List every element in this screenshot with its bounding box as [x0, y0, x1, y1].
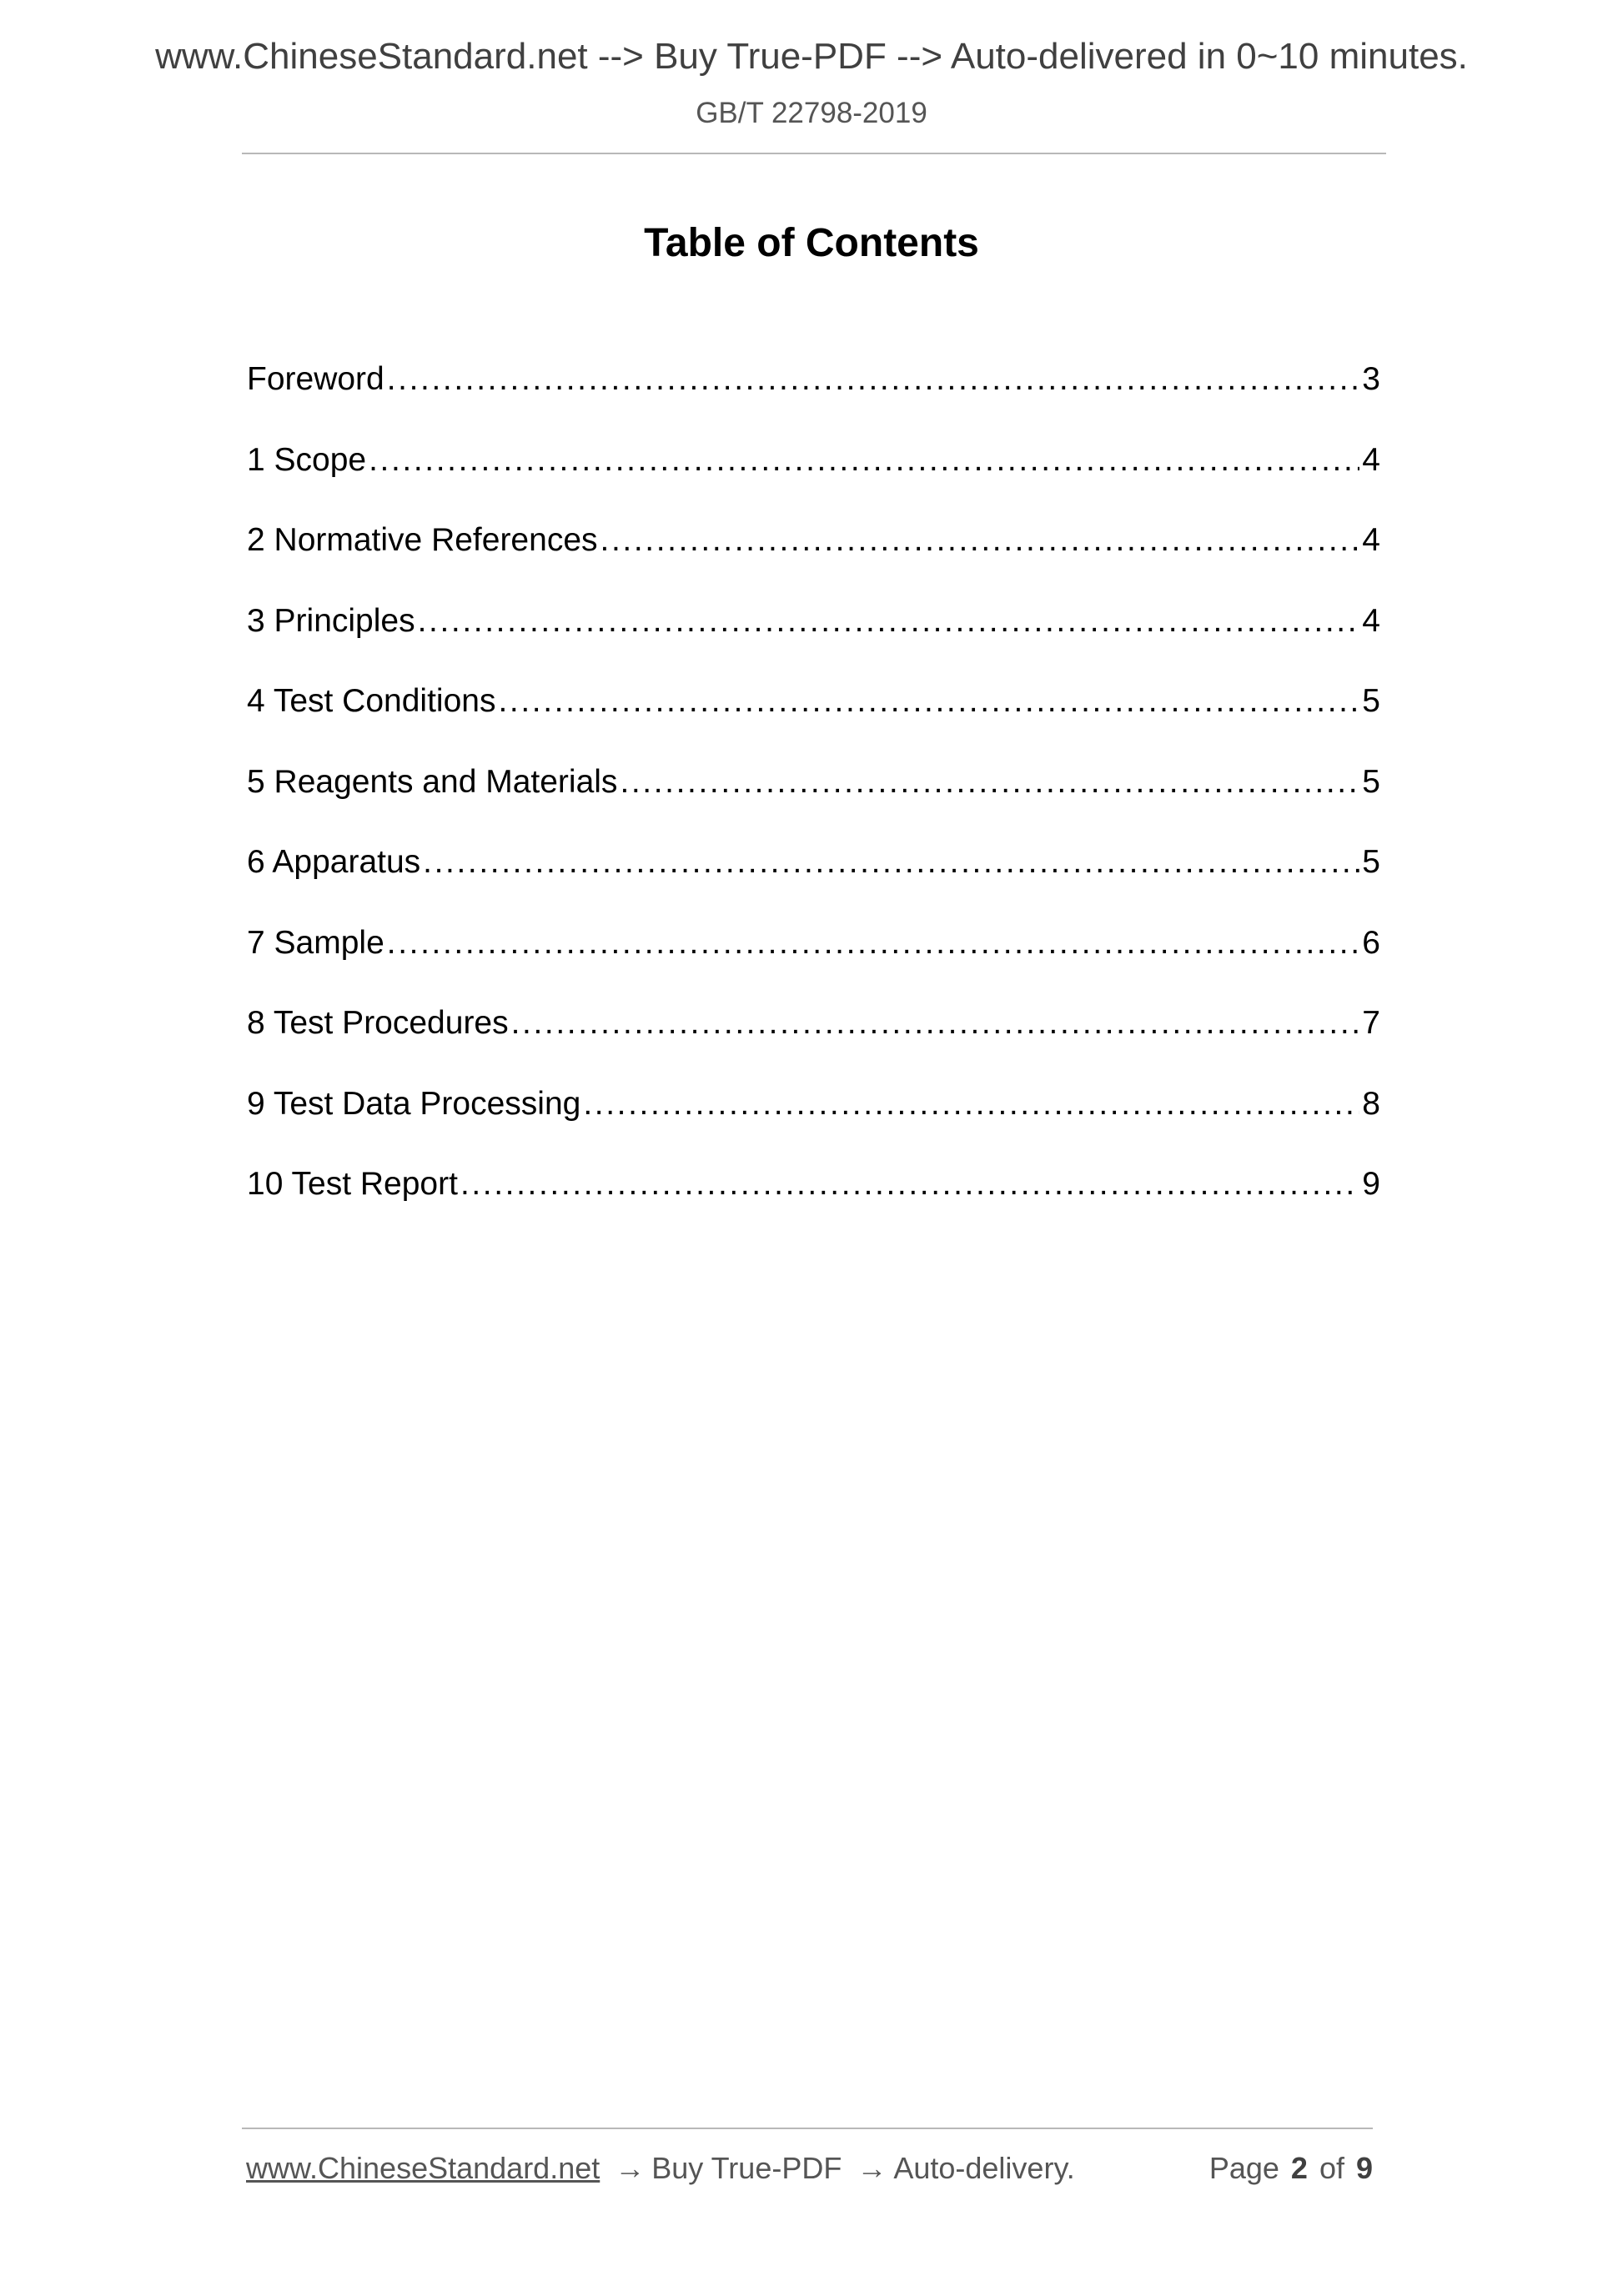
current-page-number: 2	[1290, 2151, 1308, 2185]
footer-divider	[242, 2128, 1373, 2129]
dot-leader	[620, 759, 1359, 806]
toc-entry-label: 1 Scope	[247, 441, 367, 478]
toc-entry-label: Foreword	[247, 361, 384, 397]
toc-entry-label: 10 Test Report	[247, 1166, 458, 1202]
right-arrow-icon: →	[857, 2151, 887, 2185]
toc-entry-page: 5	[1362, 763, 1380, 800]
page-footer	[246, 2147, 1377, 2190]
toc-entry-page: 5	[1362, 844, 1380, 880]
right-arrow-icon: →	[615, 2151, 646, 2185]
dot-leader	[583, 1081, 1359, 1128]
toc-entry-test-conditions[interactable]	[247, 678, 1380, 759]
toc-entry-label: 5 Reagents and Materials	[247, 763, 618, 800]
toc-entry-page: 9	[1362, 1166, 1380, 1202]
auto-delivery-text: Auto-delivery.	[893, 2151, 1075, 2185]
total-pages-number: 9	[1355, 2151, 1373, 2185]
toc-entry-label: 8 Test Procedures	[247, 1005, 509, 1041]
toc-title: Table of Contents	[644, 221, 979, 265]
dot-leader	[460, 1161, 1359, 1208]
toc-entry-apparatus[interactable]	[247, 839, 1380, 920]
toc-entry-test-data-processing[interactable]	[247, 1081, 1380, 1162]
toc-list	[247, 356, 1380, 1242]
dot-leader	[423, 839, 1359, 886]
toc-entry-principles[interactable]	[247, 598, 1380, 679]
toc-entry-page: 8	[1362, 1085, 1380, 1122]
dot-leader	[600, 517, 1360, 564]
dot-leader	[369, 437, 1359, 484]
toc-entry-sample[interactable]	[247, 920, 1380, 1001]
toc-entry-page: 6	[1362, 924, 1380, 961]
toc-entry-page: 4	[1362, 522, 1380, 558]
toc-entry-reagents-and-materials[interactable]	[247, 759, 1380, 840]
buy-true-pdf-text: Buy True-PDF	[651, 2151, 842, 2185]
dot-leader	[498, 678, 1359, 725]
toc-entry-label: 9 Test Data Processing	[247, 1085, 581, 1122]
toc-entry-test-report[interactable]	[247, 1161, 1380, 1242]
footer-promo	[246, 2147, 1075, 2190]
toc-entry-normative-references[interactable]	[247, 517, 1380, 598]
toc-entry-label: 6 Apparatus	[247, 844, 421, 880]
page-word: Page	[1208, 2151, 1279, 2185]
toc-entry-page: 7	[1362, 1005, 1380, 1041]
toc-entry-page: 3	[1362, 361, 1380, 397]
toc-entry-foreword[interactable]	[247, 356, 1380, 437]
page-counter	[1209, 2147, 1373, 2190]
toc-entry-label: 4 Test Conditions	[247, 683, 496, 719]
toc-entry-page: 4	[1362, 602, 1380, 639]
toc-entry-label: 3 Principles	[247, 602, 415, 639]
top-banner: www.ChineseStandard.net --> Buy True-PDF --> Auto-delivered in 0~10 minutes.	[155, 36, 1468, 77]
toc-entry-scope[interactable]	[247, 437, 1380, 518]
toc-entry-test-procedures[interactable]	[247, 1000, 1380, 1081]
document-code: GB/T 22798-2019	[696, 97, 927, 129]
toc-entry-label: 2 Normative References	[247, 522, 598, 558]
site-link[interactable]: www.ChineseStandard.net	[246, 2151, 600, 2185]
header-divider	[242, 153, 1386, 154]
toc-entry-label: 7 Sample	[247, 924, 384, 961]
toc-entry-page: 4	[1362, 441, 1380, 478]
dot-leader	[387, 920, 1360, 967]
dot-leader	[387, 356, 1360, 403]
dot-leader	[511, 1000, 1360, 1047]
dot-leader	[418, 598, 1360, 645]
toc-entry-page: 5	[1362, 683, 1380, 719]
of-word: of	[1319, 2151, 1344, 2185]
